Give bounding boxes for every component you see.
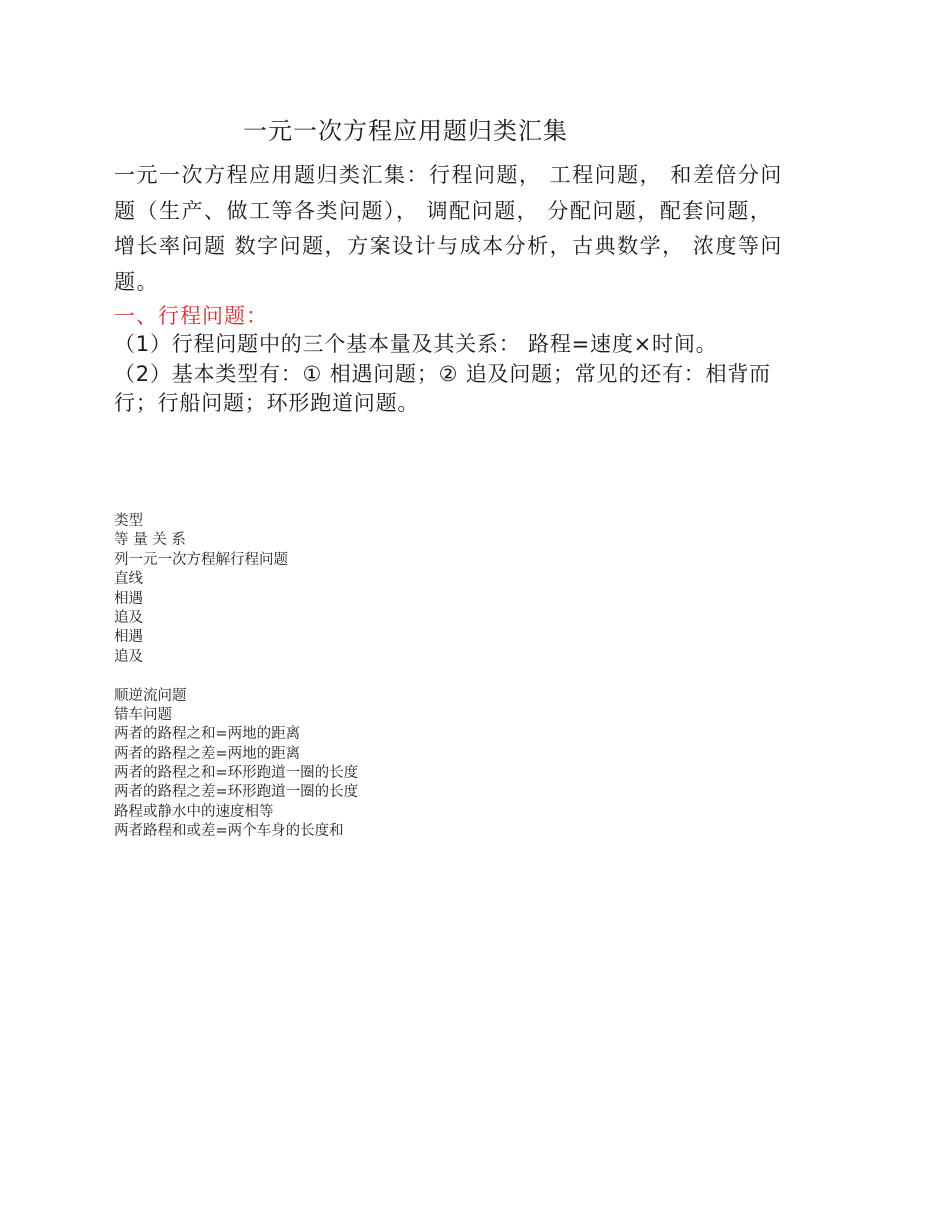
section-points <box>114 330 844 419</box>
intro-paragraph <box>114 158 836 300</box>
table-type-cell: 相遇 <box>114 590 143 607</box>
section-heading-travel: 一、行程问题： <box>114 304 268 328</box>
intro-line: 题。 <box>114 269 159 294</box>
table-type-cell: 追及 <box>114 648 143 665</box>
intro-line: 增长率问题 数字问题，方案设计与成本分析，古典数学， 浓度等问 <box>114 234 783 258</box>
table-type-cell: 错车问题 <box>114 706 172 723</box>
table-category: 直线 <box>114 571 143 588</box>
table-relation-cell: 路程或静水中的速度相等 <box>114 803 274 820</box>
table-type-cell: 相遇 <box>114 629 143 646</box>
point-line: 行；行船问题；环形跑道问题。 <box>114 391 420 415</box>
point-line: （1）行程问题中的三个基本量及其关系： 路程=速度×时间。 <box>114 332 718 356</box>
point-line: （2）基本类型有：① 相遇问题；② 追及问题；常见的还有：相背而 <box>114 361 771 386</box>
table-relation-cell: 两者的路程之差=两地的距离 <box>114 745 301 762</box>
table-relation-cell: 两者的路程之差=环形跑道一圈的长度 <box>114 784 359 801</box>
intro-line: 题（生产、做工等各类问题）， 调配问题， 分配问题，配套问题， <box>114 198 773 223</box>
table-relation-cell: 两者的路程之和=环形跑道一圈的长度 <box>114 765 359 782</box>
table-caption: 列一元一次方程解行程问题 <box>114 551 288 568</box>
travel-problem-table-text <box>114 512 358 842</box>
table-type-cell: 顺逆流问题 <box>114 687 187 704</box>
document-title: 一元一次方程应用题归类汇集 <box>243 117 568 145</box>
table-relation-cell: 两者的路程之和=两地的距离 <box>114 726 301 743</box>
table-header-type: 类型 <box>114 513 143 529</box>
table-type-cell: 追及 <box>114 609 143 626</box>
table-blank-row <box>114 667 358 686</box>
table-relation-cell: 两者路程和或差=两个车身的长度和 <box>114 823 344 840</box>
table-header-relation: 等 量 关 系 <box>114 532 186 549</box>
intro-line: 一元一次方程应用题归类汇集：行程问题， 工程问题， 和差倍分问 <box>114 163 783 187</box>
